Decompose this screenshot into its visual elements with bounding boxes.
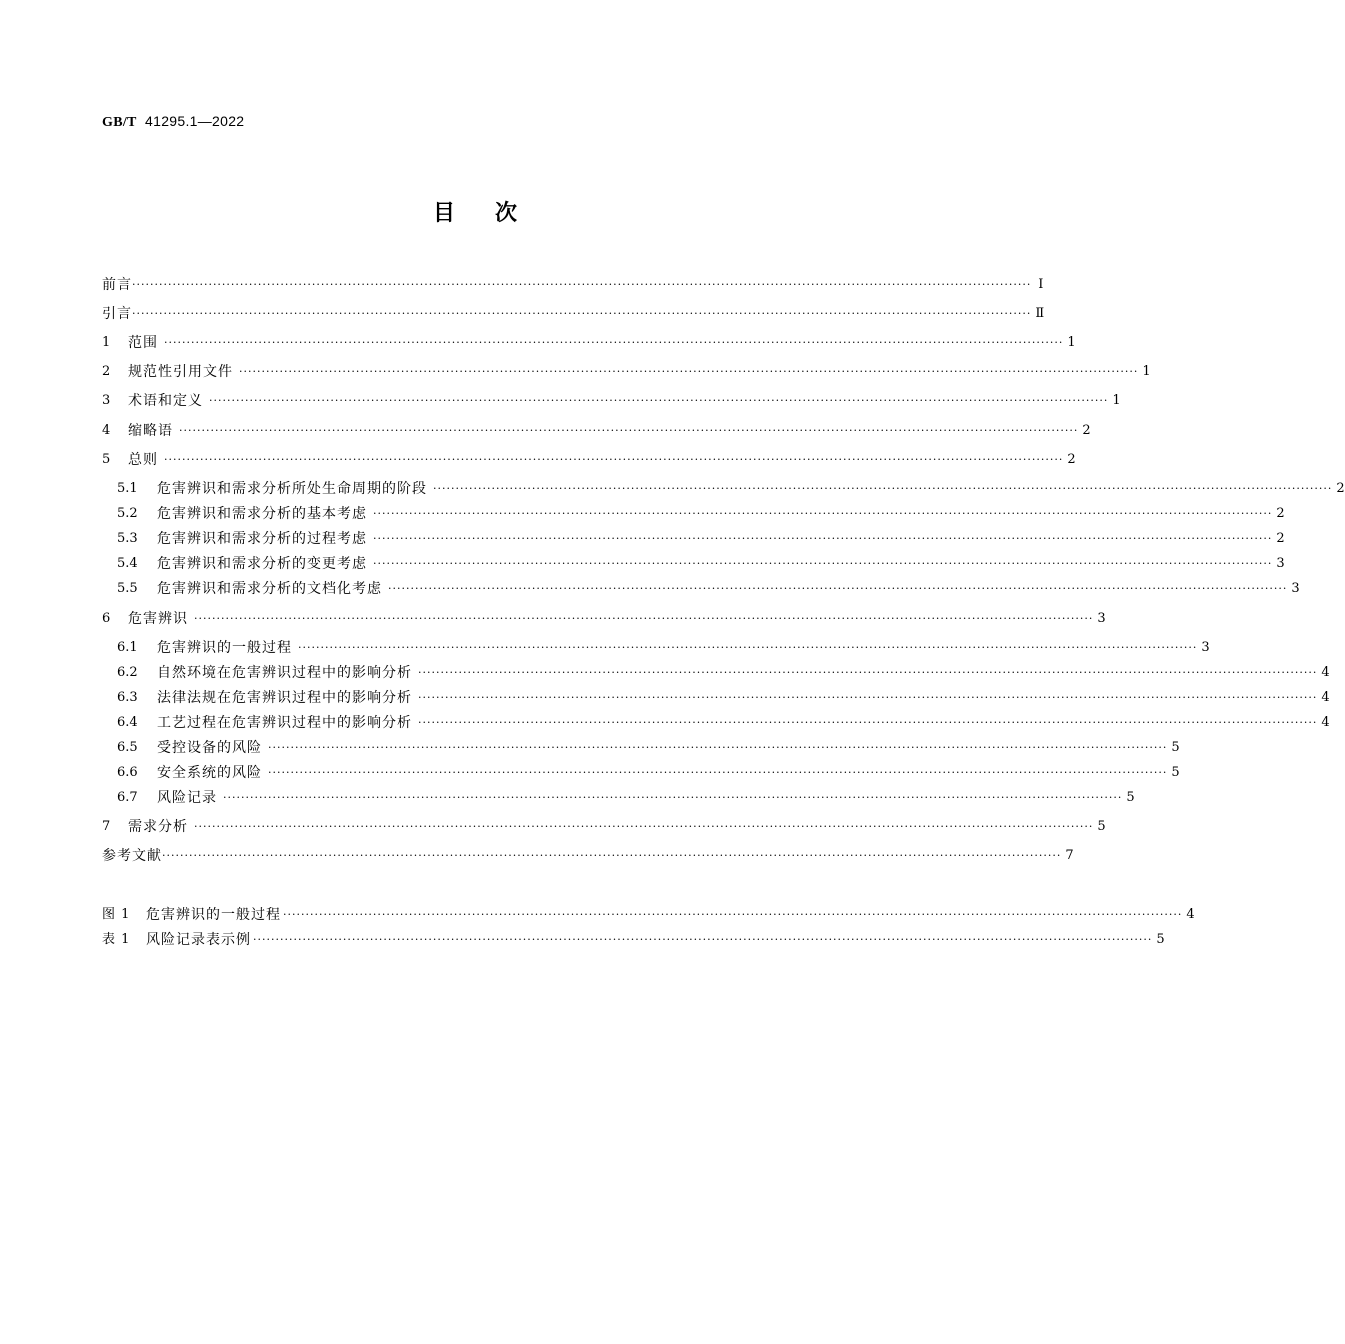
toc-entry-page: 1 (1067, 335, 1076, 350)
toc-entry-5-5[interactable] (102, 579, 1300, 599)
dot-leader: ········································································································································································································ (194, 612, 1094, 625)
toc-entry-label: 规范性引用文件 (128, 364, 233, 380)
toc-entry-number: 6 (102, 611, 111, 626)
toc-table-label: 风险记录表示例 (146, 932, 251, 948)
toc-entry-label: 术语和定义 (128, 393, 203, 409)
toc-entry-label: 工艺过程在危害辨识过程中的影响分析 (157, 715, 412, 731)
toc-entry-2[interactable] (102, 362, 1151, 382)
toc-entry-page: Ⅰ (1038, 277, 1044, 292)
toc-entry-page: 3 (1276, 556, 1285, 571)
toc-table-page: 5 (1156, 932, 1165, 947)
toc-entry-number: 5 (102, 452, 111, 467)
toc-entry-page: 5 (1097, 819, 1106, 834)
dot-leader: ········································································································································································································ (132, 278, 1032, 291)
toc-entry-6-4[interactable] (102, 713, 1330, 733)
toc-figure-number: 图 1 (102, 907, 131, 922)
dot-leader: ········································································································································································································ (373, 507, 1273, 520)
toc-entry-4[interactable] (102, 421, 1091, 441)
dot-leader: ········································································································································································································ (268, 766, 1168, 779)
toc-entry-6-1[interactable] (102, 638, 1210, 658)
page-title (0, 196, 950, 227)
toc-entry-bibliography[interactable] (102, 846, 1074, 866)
toc-entry-label: 危害辨识和需求分析的基本考虑 (157, 506, 367, 522)
toc-table-1[interactable] (102, 930, 1165, 950)
toc-entry-page: 4 (1321, 665, 1330, 680)
toc-entry-5-3[interactable] (102, 529, 1285, 549)
toc-entry-label: 安全系统的风险 (157, 765, 262, 781)
toc-entry-label: 前言 (102, 277, 132, 293)
toc-entry-5[interactable] (102, 450, 1076, 470)
dot-leader: ········································································································································································································ (253, 933, 1153, 946)
dot-leader: ········································································································································································································ (373, 532, 1273, 545)
standard-code: 41295.1—2022 (145, 113, 245, 129)
dot-leader: ········································································································································································································ (418, 666, 1318, 679)
toc-entry-page: 2 (1067, 452, 1076, 467)
toc-entry-label: 风险记录 (157, 790, 217, 806)
toc-entry-label: 危害辨识和需求分析所处生命周期的阶段 (157, 481, 427, 497)
toc-entry-label: 引言 (102, 306, 132, 322)
toc-entry-page: 5 (1171, 740, 1180, 755)
toc-entry-page: 3 (1291, 581, 1300, 596)
toc-entry-page: 1 (1142, 364, 1151, 379)
toc-entry-number: 6.7 (117, 790, 138, 805)
toc-entry-5-1[interactable] (102, 479, 1345, 499)
dot-leader: ········································································································································································································ (209, 394, 1109, 407)
dot-leader: ········································································································································································································ (268, 741, 1168, 754)
page-title-char-1: 目 (432, 201, 455, 226)
toc-entry-number: 7 (102, 819, 111, 834)
toc-entry-7[interactable] (102, 817, 1106, 837)
toc-entry-label: 危害辨识和需求分析的过程考虑 (157, 531, 367, 547)
toc-figure-1[interactable] (102, 905, 1195, 925)
toc-entry-page: 3 (1201, 640, 1210, 655)
toc-entry-6-5[interactable] (102, 738, 1180, 758)
toc-entry-page: 5 (1126, 790, 1135, 805)
dot-leader: ········································································································································································································ (132, 307, 1032, 320)
toc-entry-label: 自然环境在危害辨识过程中的影响分析 (157, 665, 412, 681)
toc-entry-number: 6.3 (117, 690, 138, 705)
toc-entry-6-3[interactable] (102, 688, 1330, 708)
toc-entry-label: 总则 (128, 452, 158, 468)
toc-entry-number: 6.2 (117, 665, 138, 680)
toc-entry-label: 范围 (128, 335, 158, 351)
toc-entry-number: 6.1 (117, 640, 138, 655)
toc-entry-label: 缩略语 (128, 423, 173, 439)
toc-entry-number: 1 (102, 335, 111, 350)
toc-entry-page: 3 (1097, 611, 1106, 626)
toc-entry-label: 需求分析 (128, 819, 188, 835)
toc-entry-1[interactable] (102, 333, 1076, 353)
toc-entry-6-2[interactable] (102, 663, 1330, 683)
page-title-char-2: 次 (495, 201, 518, 226)
toc-entry-page: 2 (1336, 481, 1345, 496)
dot-leader: ········································································································································································································ (418, 716, 1318, 729)
dot-leader: ········································································································································································································ (373, 557, 1273, 570)
toc-entry-3[interactable] (102, 391, 1121, 411)
toc-entry-number: 5.4 (117, 556, 138, 571)
toc-entry-page: 5 (1171, 765, 1180, 780)
toc-entry-number: 4 (102, 423, 111, 438)
standard-number (102, 113, 244, 131)
dot-leader: ········································································································································································································ (418, 691, 1318, 704)
toc-entry-page: Ⅱ (1035, 306, 1045, 321)
toc-entry-number: 6.5 (117, 740, 138, 755)
dot-leader: ········································································································································································································ (162, 849, 1062, 862)
toc-entry-foreword[interactable] (102, 275, 1044, 295)
toc-entry-page: 4 (1321, 690, 1330, 705)
dot-leader: ········································································································································································································ (298, 641, 1198, 654)
standard-prefix: GB/T (102, 115, 137, 130)
toc-figure-label: 危害辨识的一般过程 (146, 907, 281, 923)
toc-entry-number: 2 (102, 364, 111, 379)
dot-leader: ········································································································································································································ (388, 582, 1288, 595)
toc-entry-label: 参考文献 (102, 848, 162, 864)
toc-entry-page: 1 (1112, 393, 1121, 408)
toc-entry-6[interactable] (102, 609, 1106, 629)
dot-leader: ········································································································································································································ (179, 424, 1079, 437)
toc-entry-number: 3 (102, 393, 111, 408)
toc-entry-label: 危害辨识和需求分析的文档化考虑 (157, 581, 382, 597)
toc-entry-label: 危害辨识 (128, 611, 188, 627)
dot-leader: ········································································································································································································ (283, 908, 1183, 921)
toc-entry-5-2[interactable] (102, 504, 1285, 524)
toc-entry-label: 受控设备的风险 (157, 740, 262, 756)
toc-entry-page: 2 (1082, 423, 1091, 438)
toc-entry-number: 5.5 (117, 581, 138, 596)
toc-entry-number: 6.4 (117, 715, 138, 730)
toc-entry-number: 6.6 (117, 765, 138, 780)
dot-leader: ········································································································································································································ (164, 336, 1064, 349)
dot-leader: ········································································································································································································ (433, 482, 1333, 495)
toc-entry-6-6[interactable] (102, 763, 1180, 783)
dot-leader: ········································································································································································································ (223, 791, 1123, 804)
dot-leader: ········································································································································································································ (239, 365, 1139, 378)
toc-entry-page: 2 (1276, 506, 1285, 521)
dot-leader: ········································································································································································································ (164, 453, 1064, 466)
toc-entry-page: 2 (1276, 531, 1285, 546)
toc-entry-label: 危害辨识的一般过程 (157, 640, 292, 656)
toc-entry-label: 法律法规在危害辨识过程中的影响分析 (157, 690, 412, 706)
toc-table-number: 表 1 (102, 932, 131, 947)
toc-entry-6-7[interactable] (102, 788, 1135, 808)
toc-figure-page: 4 (1186, 907, 1195, 922)
toc-entry-page: 4 (1321, 715, 1330, 730)
dot-leader: ········································································································································································································ (194, 820, 1094, 833)
toc-entry-number: 5.2 (117, 506, 138, 521)
toc-entry-page: 7 (1065, 848, 1074, 863)
toc-entry-label: 危害辨识和需求分析的变更考虑 (157, 556, 367, 572)
toc-entry-number: 5.1 (117, 481, 138, 496)
toc-entry-5-4[interactable] (102, 554, 1285, 574)
toc-entry-number: 5.3 (117, 531, 138, 546)
toc-entry-introduction[interactable] (102, 304, 1045, 324)
